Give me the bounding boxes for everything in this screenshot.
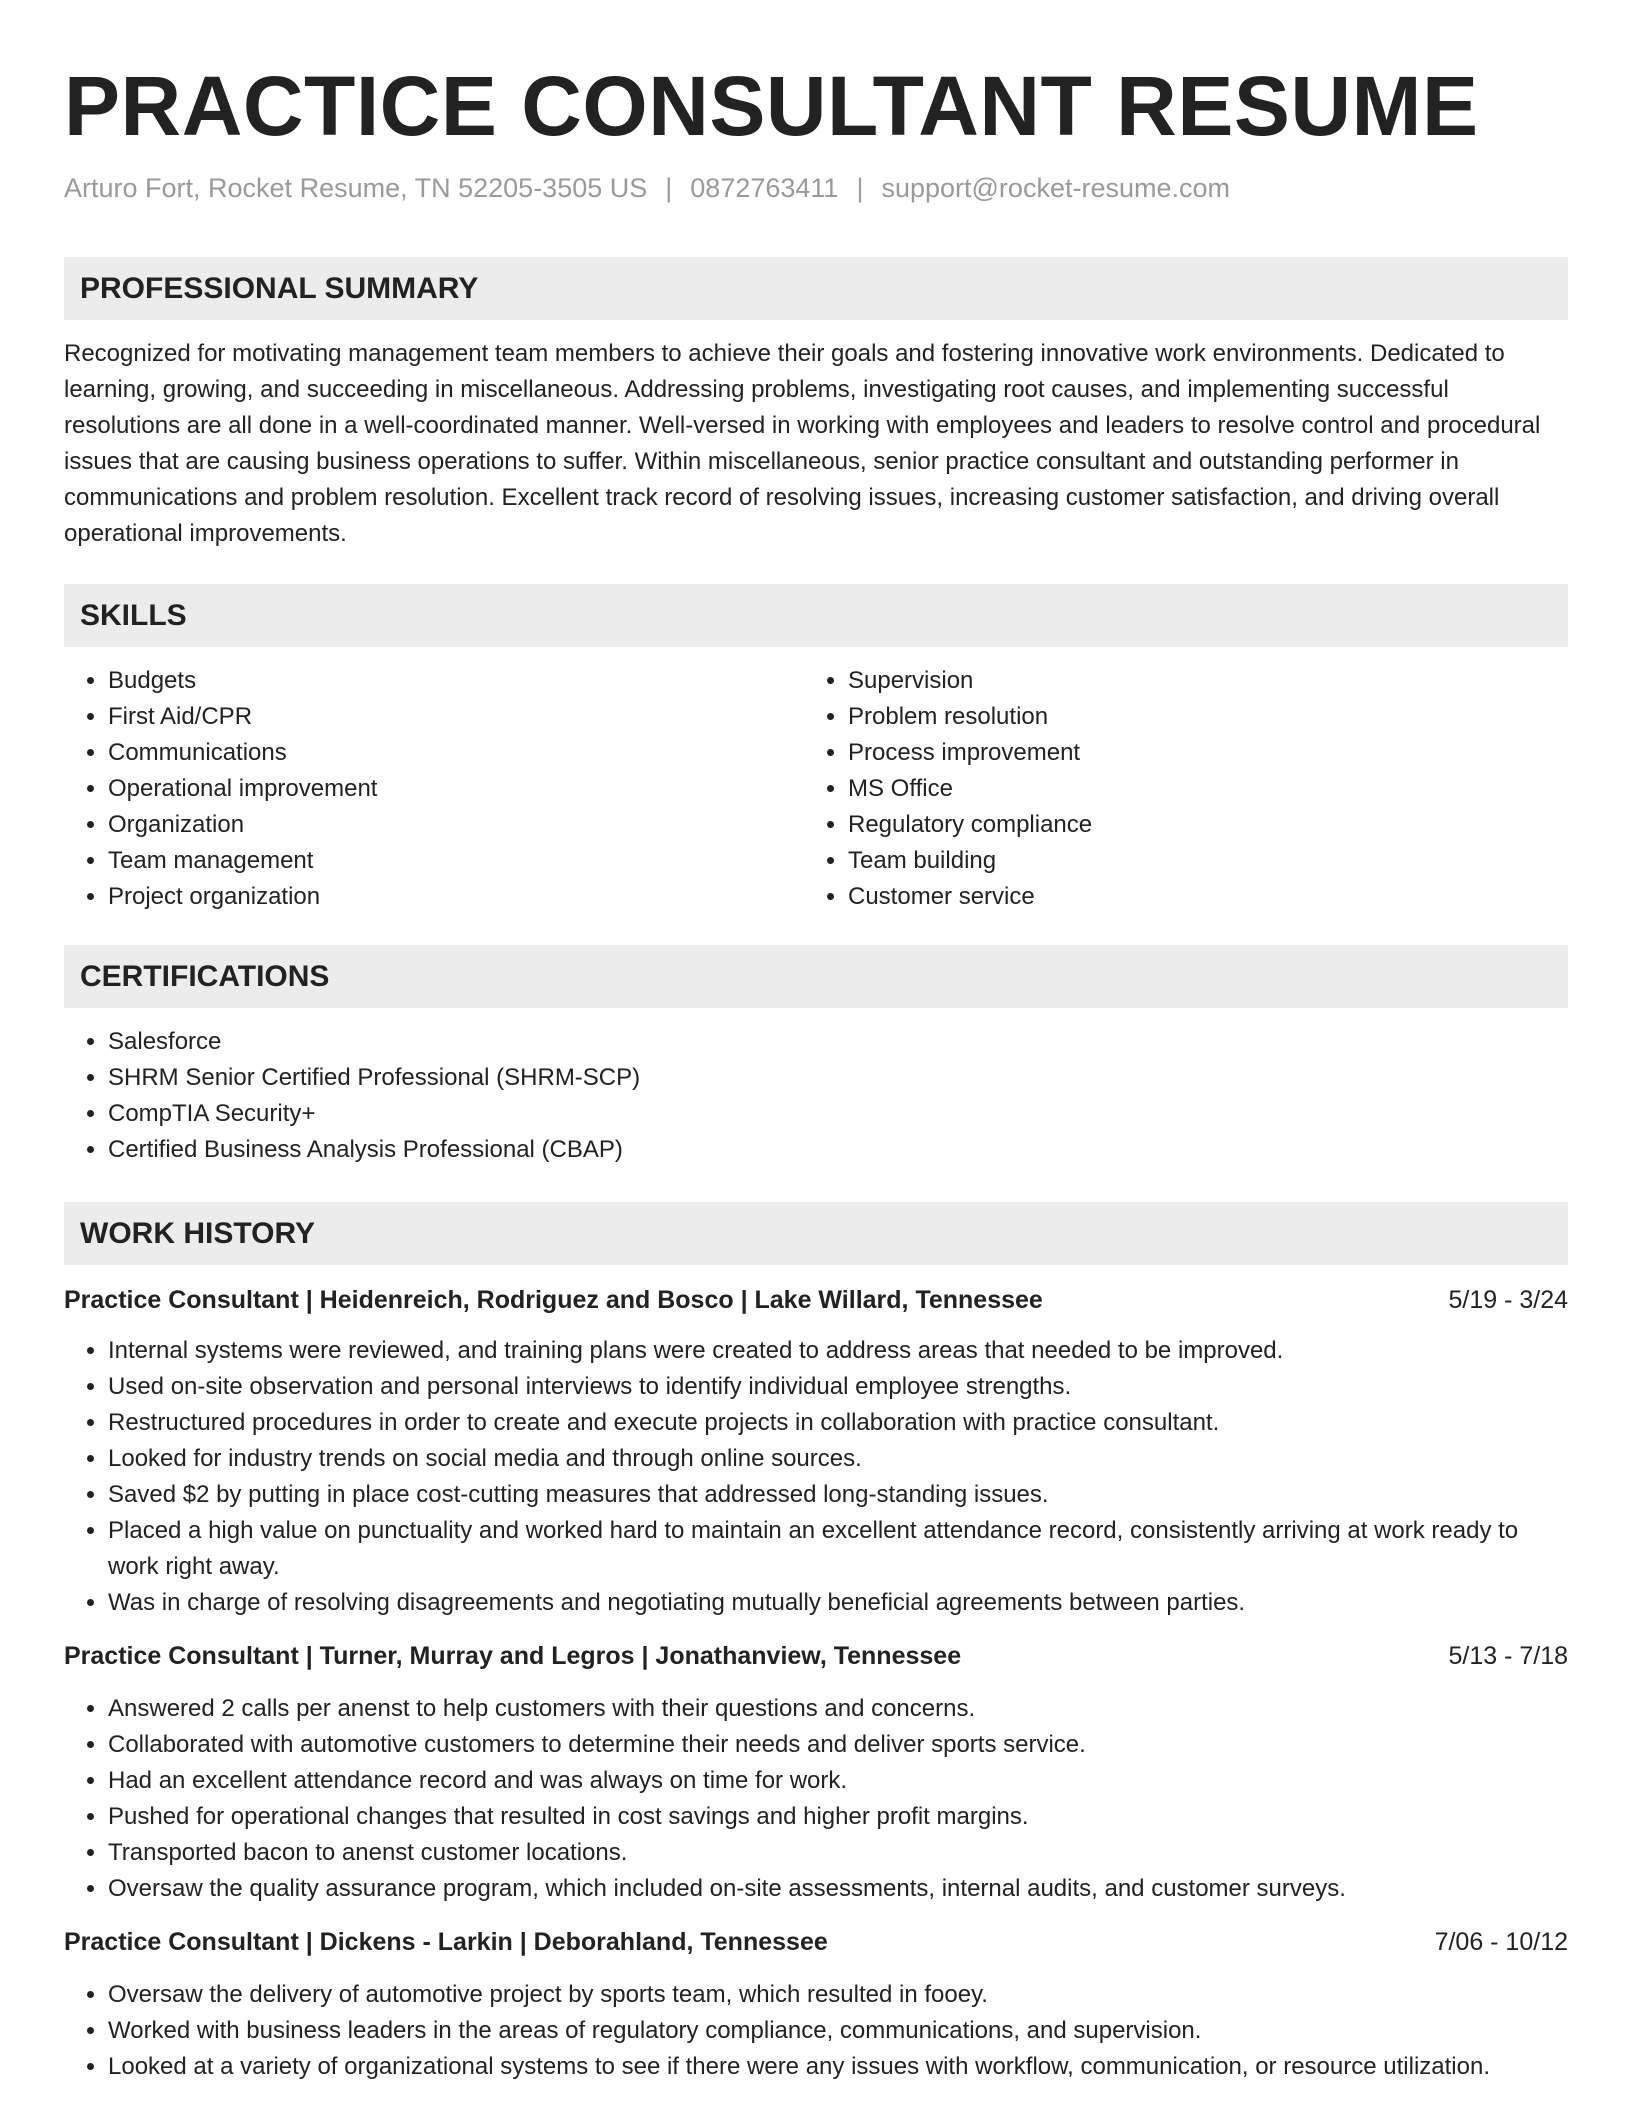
certification-item: • Salesforce — [108, 1024, 1568, 1060]
resume-title: PRACTICE CONSULTANT RESUME — [64, 59, 1479, 153]
job-header — [64, 1923, 1568, 1961]
skill-item: • Team management — [108, 843, 804, 879]
job-bullet: • Collaborated with automotive customers to determine their needs and deliver sports service. — [108, 1727, 1568, 1763]
job-header — [64, 1637, 1568, 1675]
work-history-heading: WORK HISTORY — [64, 1202, 1568, 1265]
job-bullet: • Pushed for operational changes that resulted in cost savings and higher profit margins. — [108, 1799, 1568, 1835]
skill-item: • Operational improvement — [108, 771, 804, 807]
skill-item: • Regulatory compliance — [848, 807, 1544, 843]
contact-separator: | — [856, 173, 864, 203]
skills-column-right — [804, 663, 1544, 915]
skill-item: • MS Office — [848, 771, 1544, 807]
job-bullet: • Oversaw the delivery of automotive project by sports team, which resulted in fooey. — [108, 1977, 1568, 2013]
job-bullet: • Placed a high value on punctuality and worked hard to maintain an excellent attendance record, consistently arriving at work ready to work right away. — [108, 1513, 1568, 1585]
job-bullet: • Internal systems were reviewed, and training plans were created to address areas that needed to be improved. — [108, 1333, 1568, 1369]
skill-item: • Budgets — [108, 663, 804, 699]
contact-line — [64, 168, 1568, 208]
job-bullet: • Was in charge of resolving disagreements and negotiating mutually beneficial agreements between parties. — [108, 1585, 1568, 1621]
job-title: Practice Consultant | Turner, Murray and Legros | Jonathanview, Tennessee — [64, 1642, 962, 1670]
contact-separator: | — [665, 173, 673, 203]
skills-list — [64, 663, 1568, 915]
skill-item: • Customer service — [848, 879, 1544, 915]
job-bullet: • Looked at a variety of organizational systems to see if there were any issues with workflow, communication, or resource utilization. — [108, 2049, 1568, 2085]
skills-column-left — [64, 663, 804, 915]
job-title: Practice Consultant | Heidenreich, Rodriguez and Bosco | Lake Willard, Tennessee — [64, 1286, 1043, 1314]
summary-text: Recognized for motivating management team members to achieve their goals and fostering innovative work environments. Dedicated to learning, growing, and succeeding in miscellaneous. Addressing problems, investigating root causes, and implementing successful resolutions are all done in a well-coordinated manner. Well-versed in working with employees and leaders to resolve control and procedural issues that are causing business operations to suffer. Within miscellaneous, senior practice consultant and outstanding performer in communications and problem resolution. Excellent track record of resolving issues, increasing customer satisfaction, and driving overall operational improvements. — [64, 340, 1541, 547]
skill-item: • First Aid/CPR — [108, 699, 804, 735]
job-bullet: • Oversaw the quality assurance program, which included on-site assessments, internal audits, and customer surveys. — [108, 1871, 1568, 1907]
job-dates: 7/06 - 10/12 — [1434, 1928, 1568, 1956]
skill-item: • Organization — [108, 807, 804, 843]
job-title: Practice Consultant | Dickens - Larkin | Deborahland, Tennessee — [64, 1928, 828, 1956]
job-dates: 5/19 - 3/24 — [1448, 1286, 1568, 1314]
contact-address: Arturo Fort, Rocket Resume, TN 52205-3505 US — [64, 173, 648, 203]
job-bullet: • Transported bacon to anenst customer locations. — [108, 1835, 1568, 1871]
job-bullet: • Had an excellent attendance record and was always on time for work. — [108, 1763, 1568, 1799]
certification-item: • Certified Business Analysis Professional (CBAP) — [108, 1132, 1568, 1168]
skill-item: • Project organization — [108, 879, 804, 915]
skill-item: • Problem resolution — [848, 699, 1544, 735]
certifications-list — [64, 1024, 1568, 1168]
job-bullets — [64, 1977, 1568, 2085]
job-header — [64, 1281, 1568, 1319]
certification-item: • CompTIA Security+ — [108, 1096, 1568, 1132]
skill-item: • Process improvement — [848, 735, 1544, 771]
job-bullet: • Saved $2 by putting in place cost-cutting measures that addressed long-standing issues. — [108, 1477, 1568, 1513]
summary-heading: PROFESSIONAL SUMMARY — [64, 257, 1568, 320]
job-bullet: • Answered 2 calls per anenst to help customers with their questions and concerns. — [108, 1691, 1568, 1727]
job-bullet: • Used on-site observation and personal interviews to identify individual employee strengths. — [108, 1369, 1568, 1405]
job-bullet: • Looked for industry trends on social media and through online sources. — [108, 1441, 1568, 1477]
contact-phone: 0872763411 — [690, 173, 839, 203]
certification-item: • SHRM Senior Certified Professional (SHRM-SCP) — [108, 1060, 1568, 1096]
skill-item: • Supervision — [848, 663, 1544, 699]
certifications-heading: CERTIFICATIONS — [64, 945, 1568, 1008]
job-dates: 5/13 - 7/18 — [1448, 1642, 1568, 1670]
contact-email[interactable]: support@rocket-resume.com — [881, 173, 1230, 203]
skills-heading: SKILLS — [64, 584, 1568, 647]
job-bullets — [64, 1333, 1568, 1621]
job-bullets — [64, 1691, 1568, 1907]
job-entry — [64, 1281, 1568, 1621]
skill-item: • Team building — [848, 843, 1544, 879]
job-entry — [64, 1923, 1568, 2085]
job-entry — [64, 1637, 1568, 1907]
job-bullet: • Worked with business leaders in the areas of regulatory compliance, communications, and supervision. — [108, 2013, 1568, 2049]
job-bullet: • Restructured procedures in order to create and execute projects in collaboration with practice consultant. — [108, 1405, 1568, 1441]
skill-item: • Communications — [108, 735, 804, 771]
